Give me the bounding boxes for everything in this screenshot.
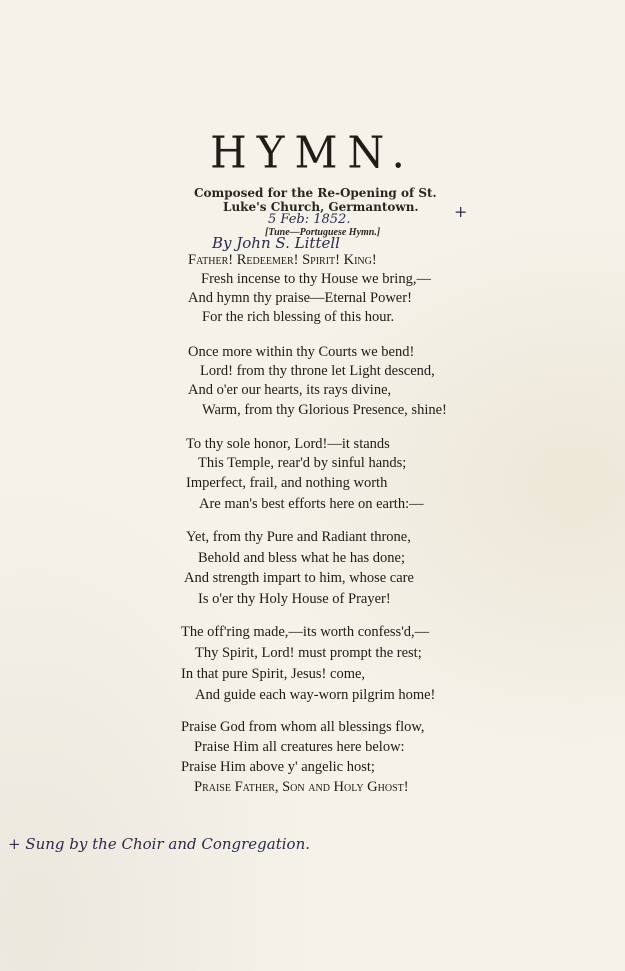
stanza-4-line-4: Is o'er thy Holy House of Prayer! [198, 591, 391, 607]
stanza-4-line-1: Yet, from thy Pure and Radiant throne, [186, 529, 411, 545]
stanza-3-line-3: Imperfect, frail, and nothing worth [186, 475, 388, 491]
stanza-6-line-2: Praise Him all creatures here below: [194, 739, 405, 755]
stanza-1-line-2: Fresh incense to thy House we bring,— [201, 271, 431, 287]
page-title: HYMN. [210, 126, 415, 179]
stanza-6-line-3: Praise Him above y' angelic host; [181, 759, 375, 775]
stanza-4-line-3: And strength impart to him, whose care [184, 570, 414, 586]
stanza-5-line-2: Thy Spirit, Lord! must prompt the rest; [195, 645, 422, 661]
handwritten-footnote: + Sung by the Choir and Congregation. [8, 835, 311, 853]
stanza-5-line-1: The off'ring made,—its worth confess'd,— [181, 624, 430, 640]
stanza-5-line-4: And guide each way-worn pilgrim home! [195, 687, 436, 703]
handwritten-author: By John S. Littell [212, 234, 340, 252]
tune-name: [Tune—Portuguese Hymn.] [265, 227, 381, 238]
stanza-6-line-4: Praise Father, Son and Holy Ghost! [194, 779, 409, 795]
stanza-4-line-2: Behold and bless what he has done; [198, 550, 405, 566]
subtitle-line-1: Composed for the Re-Opening of St. [194, 186, 437, 200]
stanza-3-line-1: To thy sole honor, Lord!—it stands [186, 436, 390, 452]
stanza-2-line-2: Lord! from thy throne let Light descend, [200, 363, 435, 379]
stanza-6-line-1: Praise God from whom all blessings flow, [181, 719, 425, 735]
stanza-5-line-3: In that pure Spirit, Jesus! come, [181, 666, 366, 682]
stanza-2-line-4: Warm, from thy Glorious Presence, shine! [202, 402, 447, 418]
handwritten-date: 5 Feb: 1852. [268, 212, 351, 227]
subtitle-line-2: Luke's Church, Germantown. [223, 200, 419, 214]
stanza-3-line-2: This Temple, rear'd by sinful hands; [198, 455, 407, 471]
stanza-1-line-3: And hymn thy praise—Eternal Power! [188, 290, 412, 306]
stanza-1-line-4: For the rich blessing of this hour. [202, 309, 395, 325]
stanza-2-line-3: And o'er our hearts, its rays divine, [188, 382, 392, 398]
stanza-3-line-4: Are man's best efforts here on earth:— [199, 496, 424, 512]
handwritten-plus-mark: + [454, 202, 468, 221]
stanza-2-line-1: Once more within thy Courts we bend! [188, 344, 415, 360]
stanza-1-line-1: Father! Redeemer! Spirit! King! [188, 252, 377, 268]
